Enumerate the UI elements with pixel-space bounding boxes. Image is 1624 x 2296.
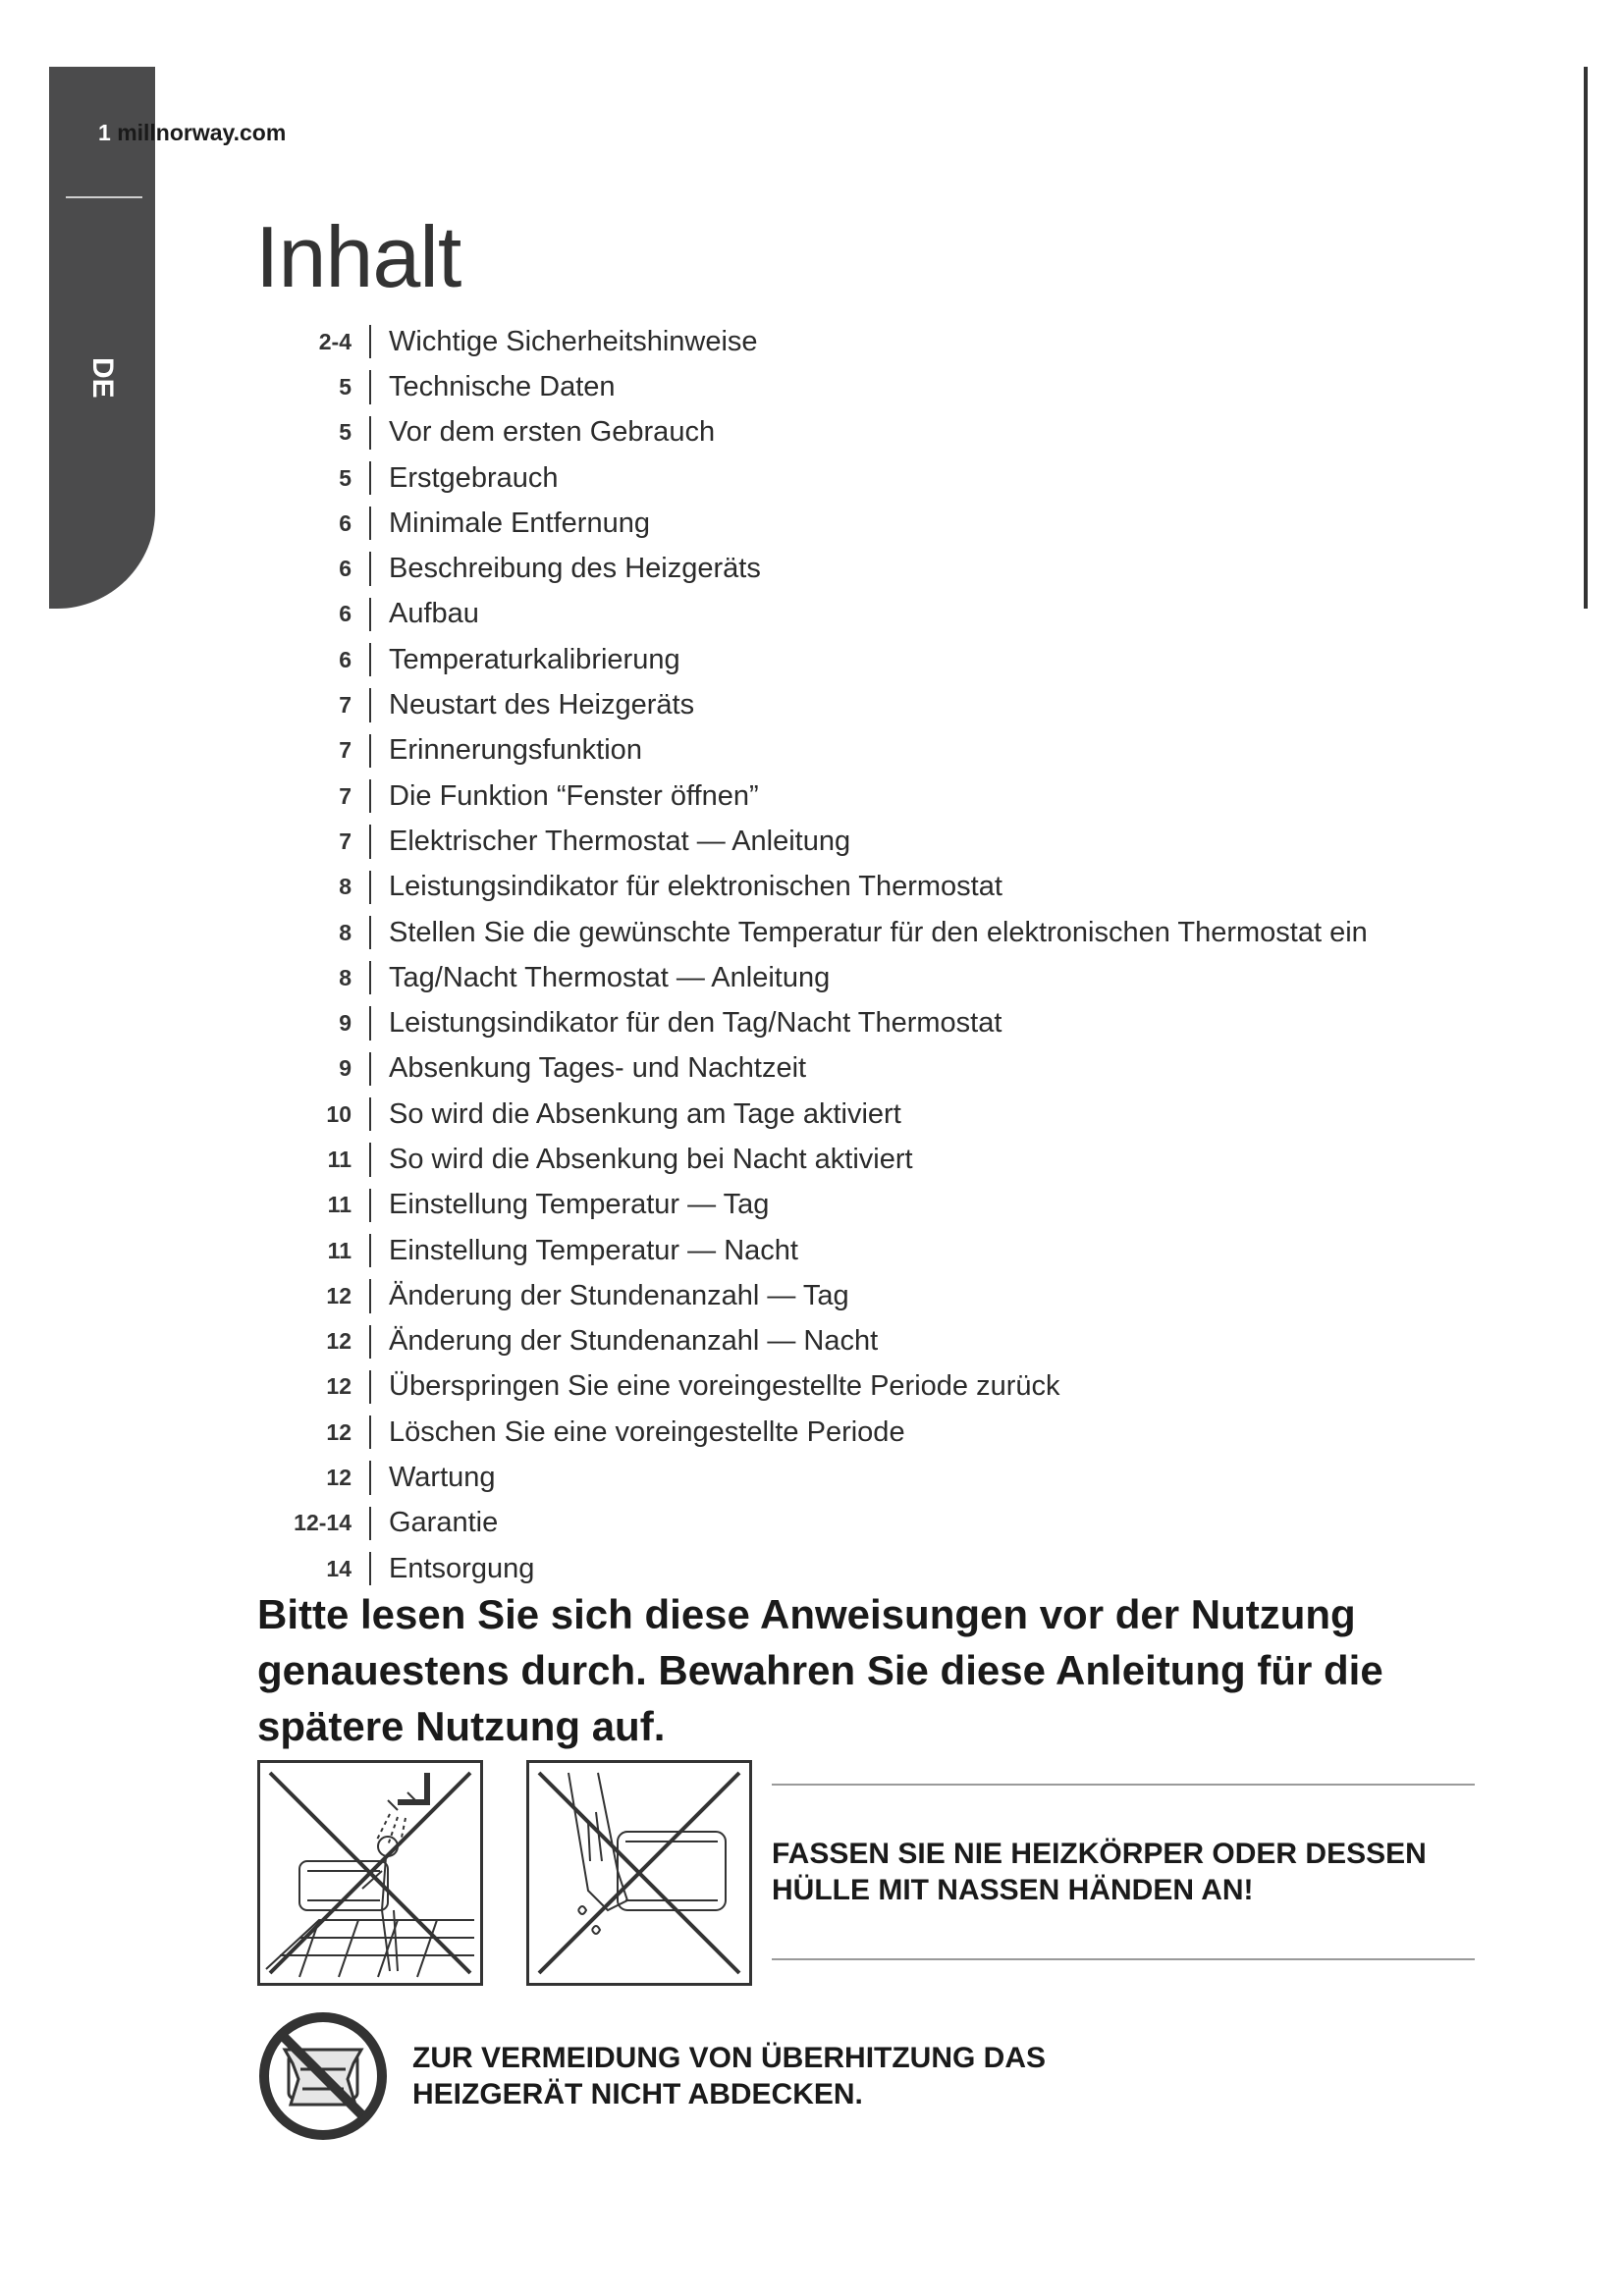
toc-entry[interactable] (275, 1364, 1512, 1410)
toc-entry[interactable] (275, 501, 1512, 546)
toc-divider (369, 961, 371, 994)
toc-divider (369, 598, 371, 631)
toc-divider (369, 734, 371, 768)
toc-divider (369, 461, 371, 495)
toc-entry[interactable] (275, 1501, 1512, 1546)
toc-entry[interactable] (275, 1046, 1512, 1092)
toc-entry[interactable] (275, 1183, 1512, 1228)
toc-entry[interactable] (275, 819, 1512, 864)
toc-label: Neustart des Heizgeräts (389, 689, 695, 721)
toc-page-number: 7 (339, 828, 352, 854)
toc-label: Leistungsindikator für elektronischen Thermostat (389, 871, 1002, 903)
toc-divider (369, 1415, 371, 1449)
no-bathroom-use-icon (257, 1760, 483, 1986)
toc-entry[interactable] (275, 1319, 1512, 1364)
cover-warning (412, 2040, 1046, 2112)
toc-divider (369, 916, 371, 949)
cover-warning-line-2: HEIZGERÄT NICHT ABDECKEN. (412, 2078, 863, 2110)
warning-top-rule (772, 1784, 1475, 1786)
toc-divider (369, 507, 371, 540)
toc-entry[interactable] (275, 592, 1512, 637)
toc-label: Einstellung Temperatur — Tag (389, 1189, 770, 1221)
toc-divider (369, 1552, 371, 1585)
wet-hands-warning-line-2: HÜLLE MIT NASSEN HÄNDEN AN! (772, 1874, 1254, 1906)
toc-page-number: 6 (339, 556, 352, 582)
toc-entry[interactable] (275, 637, 1512, 682)
toc-page-number: 11 (327, 1237, 352, 1263)
toc-page-number: 8 (339, 964, 352, 990)
toc-label: Tag/Nacht Thermostat — Anleitung (389, 961, 831, 993)
cover-warning-line-1: ZUR VERMEIDUNG VON ÜBERHITZUNG DAS (412, 2042, 1047, 2074)
toc-page-number: 12 (326, 1328, 352, 1355)
toc-page-number: 7 (339, 692, 352, 719)
toc-entry[interactable] (275, 1410, 1512, 1455)
toc-divider (369, 1052, 371, 1086)
toc-label: Garantie (389, 1507, 499, 1539)
toc-entry[interactable] (275, 455, 1512, 501)
toc-label: Minimale Entfernung (389, 507, 650, 539)
toc-page-number: 2-4 (318, 328, 352, 354)
toc-label: Überspringen Sie eine voreingestellte Periode zurück (389, 1370, 1060, 1403)
toc-label: Änderung der Stundenanzahl — Tag (389, 1279, 849, 1311)
toc-page-number: 12 (326, 1282, 352, 1308)
toc-divider (369, 1507, 371, 1540)
toc-page-number: 12 (326, 1373, 352, 1400)
toc-label: Stellen Sie die gewünschte Temperatur für den elektronischen Thermostat ein (389, 916, 1368, 948)
wet-hands-warning (772, 1836, 1427, 1908)
toc-divider (369, 1097, 371, 1131)
toc-divider (369, 416, 371, 450)
right-margin-rule (1584, 67, 1588, 609)
toc-page-number: 9 (339, 1010, 352, 1037)
toc-label: So wird die Absenkung bei Nacht aktiviert (389, 1143, 913, 1175)
toc-divider (369, 1370, 371, 1404)
toc-divider (369, 1461, 371, 1494)
language-side-tab (49, 67, 155, 609)
toc-page-number: 6 (339, 601, 352, 627)
toc-entry[interactable] (275, 1546, 1512, 1591)
toc-divider (369, 1189, 371, 1222)
toc-label: So wird die Absenkung am Tage aktiviert (389, 1097, 901, 1130)
toc-label: Einstellung Temperatur — Nacht (389, 1234, 798, 1266)
toc-entry[interactable] (275, 865, 1512, 910)
toc-label: Erstgebrauch (389, 461, 559, 494)
do-not-cover-icon (257, 2010, 389, 2142)
toc-entry[interactable] (275, 1228, 1512, 1273)
toc-entry[interactable] (275, 682, 1512, 727)
no-wet-hands-icon (526, 1760, 752, 1986)
toc-entry[interactable] (275, 728, 1512, 774)
toc-entry[interactable] (275, 1000, 1512, 1045)
wet-hands-warning-line-1: FASSEN SIE NIE HEIZKÖRPER ODER DESSEN (772, 1838, 1427, 1870)
side-tab-divider (66, 196, 142, 198)
toc-label: Temperaturkalibrierung (389, 643, 680, 675)
toc-entry[interactable] (275, 774, 1512, 819)
toc-page-number: 8 (339, 874, 352, 900)
language-code: DE (86, 357, 119, 399)
toc-label: Technische Daten (389, 370, 616, 402)
toc-page-number: 12-14 (294, 1510, 352, 1536)
toc-page-number: 7 (339, 782, 352, 809)
toc-page-number: 5 (339, 373, 352, 400)
site-url[interactable]: millnorway.com (117, 120, 287, 145)
toc-page-number: 14 (326, 1555, 352, 1581)
toc-divider (369, 1325, 371, 1359)
toc-divider (369, 643, 371, 676)
toc-page-number: 5 (339, 419, 352, 446)
toc-divider (369, 552, 371, 585)
toc-page-number: 10 (326, 1100, 352, 1127)
toc-page-number: 8 (339, 919, 352, 945)
toc-label: Elektrischer Thermostat — Anleitung (389, 825, 851, 857)
toc-divider (369, 825, 371, 858)
toc-entry[interactable] (275, 910, 1512, 955)
toc-entry[interactable] (275, 1455, 1512, 1500)
toc-label: Absenkung Tages- und Nachtzeit (389, 1052, 807, 1085)
toc-page-number: 7 (339, 737, 352, 764)
toc-entry[interactable] (275, 1092, 1512, 1137)
warning-bottom-rule (772, 1958, 1475, 1960)
toc-label: Vor dem ersten Gebrauch (389, 416, 716, 449)
toc-divider (369, 1006, 371, 1040)
toc-label: Wartung (389, 1462, 496, 1494)
toc-page-number: 12 (326, 1418, 352, 1445)
toc-entry[interactable] (275, 319, 1512, 364)
toc-entry[interactable] (275, 1137, 1512, 1182)
toc-divider (369, 1234, 371, 1267)
toc-label: Aufbau (389, 598, 479, 630)
toc-divider (369, 779, 371, 813)
toc-label: Änderung der Stundenanzahl — Nacht (389, 1325, 879, 1358)
toc-entry[interactable] (275, 955, 1512, 1000)
table-of-contents (275, 319, 1512, 1591)
toc-entry[interactable] (275, 364, 1512, 409)
toc-label: Wichtige Sicherheitshinweise (389, 325, 758, 357)
toc-page-number: 6 (339, 509, 352, 536)
toc-page-number: 9 (339, 1055, 352, 1082)
page-number: 1 (98, 120, 111, 145)
toc-divider (369, 688, 371, 721)
toc-divider (369, 871, 371, 904)
toc-label: Leistungsindikator für den Tag/Nacht Thermostat (389, 1007, 1002, 1040)
toc-divider (369, 1143, 371, 1176)
toc-entry[interactable] (275, 1273, 1512, 1318)
toc-label: Löschen Sie eine voreingestellte Periode (389, 1415, 905, 1448)
page-title: Inhalt (255, 208, 461, 305)
toc-page-number: 5 (339, 464, 352, 491)
intro-notice: Bitte lesen Sie sich diese Anweisungen vor der Nutzung genauestens durch. Bewahren Sie diese Anleitung für die spätere Nutzung auf. (257, 1591, 1383, 1749)
page-header (98, 120, 286, 146)
toc-entry[interactable] (275, 410, 1512, 455)
toc-page-number: 12 (326, 1465, 352, 1491)
toc-divider (369, 1279, 371, 1312)
toc-label: Beschreibung des Heizgeräts (389, 553, 761, 585)
toc-label: Entsorgung (389, 1552, 535, 1584)
toc-entry[interactable] (275, 546, 1512, 591)
toc-page-number: 11 (327, 1146, 352, 1172)
toc-divider (369, 325, 371, 358)
toc-label: Die Funktion “Fenster öffnen” (389, 779, 759, 812)
toc-page-number: 6 (339, 646, 352, 672)
toc-label: Erinnerungsfunktion (389, 734, 642, 767)
toc-divider (369, 370, 371, 403)
toc-page-number: 11 (327, 1192, 352, 1218)
